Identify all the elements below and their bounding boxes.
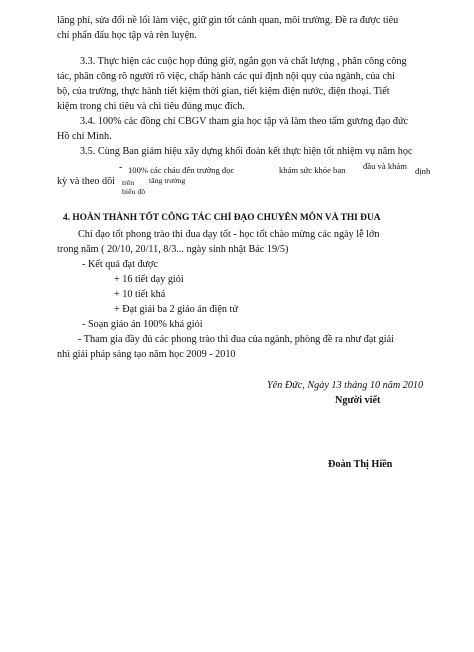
overlay-fragment: 100% các cháu đến trường đọc: [128, 165, 235, 175]
item-3-3-line: tác, phân công rõ người rõ việc, chấp hành các qui định nội quy của ngành, của chi: [57, 71, 395, 82]
result-item: + 16 tiết dạy giỏi: [114, 274, 184, 285]
result-item: + 10 tiết khá: [114, 289, 166, 300]
overlay-fragment: định: [415, 166, 431, 176]
section-heading: 4. HOÀN THÀNH TỐT CÔNG TÁC CHỈ ĐẠO CHUYÊN MÔN VÀ THI ĐUA: [63, 213, 381, 223]
overlay-fragment: đầu và khám: [363, 161, 407, 171]
result-label: - Kết quả đạt được: [82, 259, 158, 270]
signature-name: Đoàn Thị Hiền: [328, 459, 393, 470]
item-3-4-line: 3.4. 100% các đồng chí CBGV tham gia học tập và làm theo tấm gương đạo đức: [80, 116, 409, 127]
bullet-dash: -: [119, 162, 123, 173]
paragraph-line: trong năm ( 20/10, 20/11, 8/3... ngày sinh nhật Bác 19/5): [57, 244, 289, 255]
overlay-fragment: biểu đồ: [122, 187, 146, 196]
overlay-fragment: khám sức khỏe ban: [279, 165, 346, 175]
paragraph-line: chí phấn đấu học tập và rèn luyện.: [57, 30, 197, 41]
date-line: Yên Đức, Ngày 13 tháng 10 năm 2010: [267, 380, 424, 391]
item-3-5-line: 3.5. Cùng Ban giám hiệu xây dựng khối đoàn kết thực hiện tốt nhiệm vụ năm học: [80, 146, 413, 157]
item-3-4-line: Hồ chí Minh.: [57, 131, 112, 142]
paragraph-line: - Tham gia đầy đủ các phong trào thi đua của ngành, phòng đề ra như đạt giải: [78, 334, 394, 345]
paragraph-line: lãng phí, sửa đổi nề lối làm việc, giữ gìn tốt cảnh quan, môi trường. Đề ra được tiêu: [57, 15, 399, 26]
overlay-fragment: kỳ và theo dõi: [57, 176, 116, 187]
paragraph-line: nhì giải pháp sáng tạo năm học 2009 - 2010: [57, 349, 236, 360]
item-3-3-line: bộ, của trường, thực hành tiết kiệm thời gian, tiết kiệm điện nước, điện thoại. Tiết: [57, 86, 390, 97]
overlay-fragment: trên: [122, 178, 135, 187]
result-item: + Đạt giải ba 2 giáo án điện tử: [114, 304, 238, 315]
item-3-3-line: kiệm trong chi tiêu và chi tiêu đúng mục đích.: [57, 101, 245, 112]
list-item: - Soạn giáo án 100% khá giỏi: [82, 319, 203, 330]
item-3-3-line: 3.3. Thực hiện các cuộc họp đúng giờ, ngắn gọn và chất lượng , phân công công: [80, 56, 407, 67]
overlay-fragment: tăng trưởng: [149, 176, 186, 185]
paragraph-line: Chỉ đạo tốt phong trào thi đua dạy tốt - học tốt chào mừng các ngày lễ lớn: [78, 229, 380, 240]
writer-label: Người viết: [335, 395, 381, 406]
